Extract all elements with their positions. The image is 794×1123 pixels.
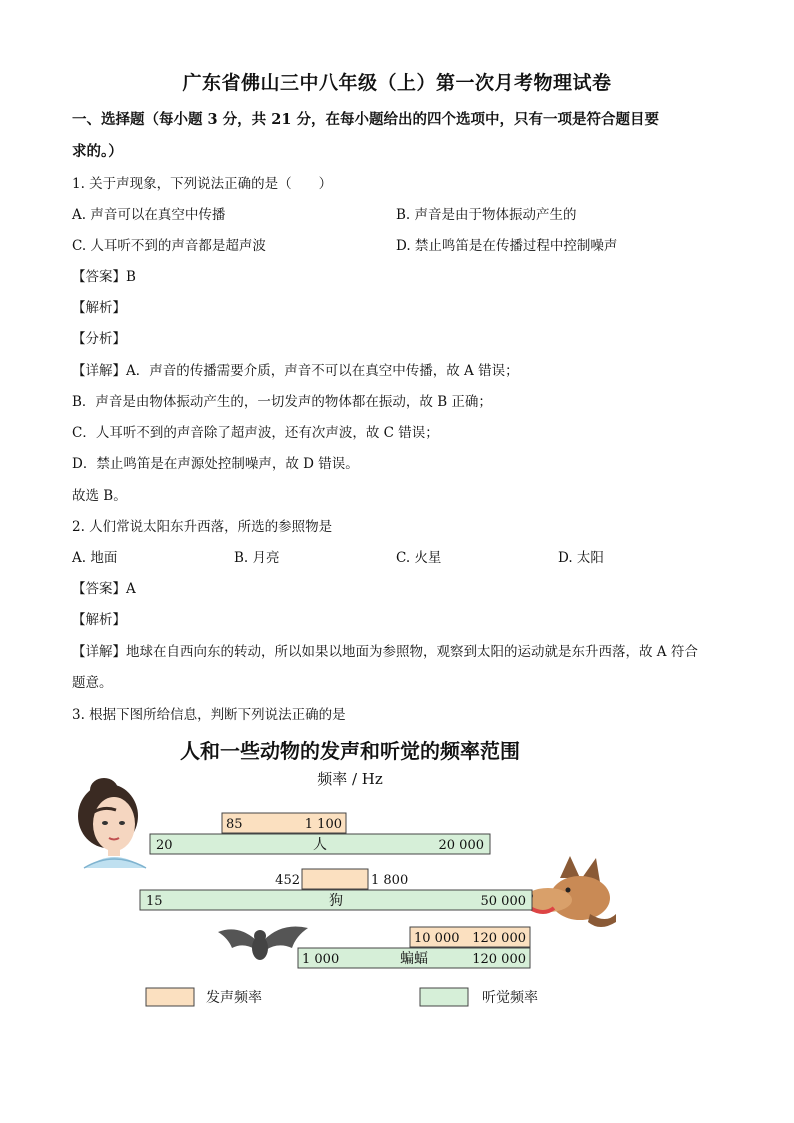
legend: [146, 988, 538, 1006]
q1-detail-line: C．人耳听不到的声音除了超声波，还有次声波，故 C 错误；: [72, 425, 439, 441]
dog-emit-low-label: 452: [275, 873, 300, 888]
figure-title: 人和一些动物的发声和听觉的频率范围: [180, 739, 520, 763]
q2-option-b: B. 月亮: [234, 550, 280, 566]
q2-option-c: C. 火星: [396, 550, 442, 566]
legend-emit-swatch: [146, 988, 194, 1006]
bat-label: 蝙蝠: [400, 951, 428, 967]
q3-stem: 3. 根据下图所给信息，判断下列说法正确的是: [72, 707, 346, 723]
q2-option-d: D. 太阳: [558, 550, 604, 566]
human-hear-high-label: 20 000: [438, 838, 484, 853]
bat-emit-low-label: 10 000: [414, 931, 460, 946]
q1-fenxi-label: 【分析】: [72, 331, 126, 347]
dog-row: [140, 869, 532, 910]
q1-option-a: A. 声音可以在真空中传播: [72, 207, 226, 223]
legend-hear-swatch: [420, 988, 468, 1006]
human-label: 人: [313, 837, 327, 853]
human-emit-high-label: 1 100: [304, 817, 342, 832]
bat-row: [298, 927, 530, 968]
woman-portrait-icon: [78, 778, 146, 868]
page-title: 广东省佛山三中八年级（上）第一次月考物理试卷: [182, 72, 612, 94]
dog-hear-high-label: 50 000: [480, 894, 526, 909]
q1-conclusion: 故选 B。: [72, 488, 127, 504]
frequency-range-figure: [60, 728, 640, 1028]
section-heading-line2: 求的。）: [72, 143, 123, 160]
q1-detail-line: B．声音是由物体振动产生的，一切发声的物体都在振动，故 B 正确；: [72, 394, 492, 410]
q1-option-c: C. 人耳听不到的声音都是超声波: [72, 238, 266, 254]
bat-icon: [218, 927, 308, 961]
q1-option-b: B. 声音是由于物体振动产生的: [396, 207, 577, 223]
q2-detail-line1: 【详解】地球在自西向东的转动，所以如果以地面为参照物，观察到太阳的运动就是东升西落，故 A 符合: [72, 644, 698, 660]
dog-label: 狗: [329, 893, 343, 909]
q2-answer: 【答案】A: [72, 581, 136, 597]
q2-option-a: A. 地面: [72, 550, 118, 566]
q1-analysis-label: 【解析】: [72, 300, 126, 316]
legend-hear-label: 听觉频率: [482, 990, 538, 1006]
human-row: [150, 813, 490, 854]
dog-emit-high-label: 1 800: [371, 873, 409, 888]
q1-stem: 1. 关于声现象，下列说法正确的是（ ）: [72, 176, 333, 192]
legend-emit-label: 发声频率: [206, 990, 262, 1006]
q1-option-d: D. 禁止鸣笛是在传播过程中控制噪声: [396, 238, 618, 254]
q2-stem: 2. 人们常说太阳东升西落，所选的参照物是: [72, 519, 333, 535]
bat-emit-high-label: 120 000: [472, 931, 526, 946]
figure-unit: 频率 / Hz: [317, 770, 383, 788]
bat-hear-low-label: 1 000: [302, 952, 340, 967]
bat-hear-high-label: 120 000: [472, 952, 526, 967]
q2-analysis-label: 【解析】: [72, 612, 126, 628]
human-hear-low-label: 20: [156, 838, 173, 853]
dog-head-icon: [523, 856, 616, 927]
human-emit-low-label: 85: [226, 817, 243, 832]
q1-answer: 【答案】B: [72, 269, 136, 285]
q1-detail-line: D．禁止鸣笛是在声源处控制噪声，故 D 错误。: [72, 456, 359, 472]
q2-detail-line2: 题意。: [72, 675, 113, 691]
dog-emit-bar: [302, 869, 368, 889]
dog-hear-low-label: 15: [146, 894, 163, 909]
section-heading-line1: 一、选择题（每小题 3 分，共 21 分，在每小题给出的四个选项中，只有一项是符合题目要: [72, 111, 659, 128]
q1-detail-line: 【详解】A．声音的传播需要介质，声音不可以在真空中传播，故 A 错误；: [72, 363, 519, 379]
